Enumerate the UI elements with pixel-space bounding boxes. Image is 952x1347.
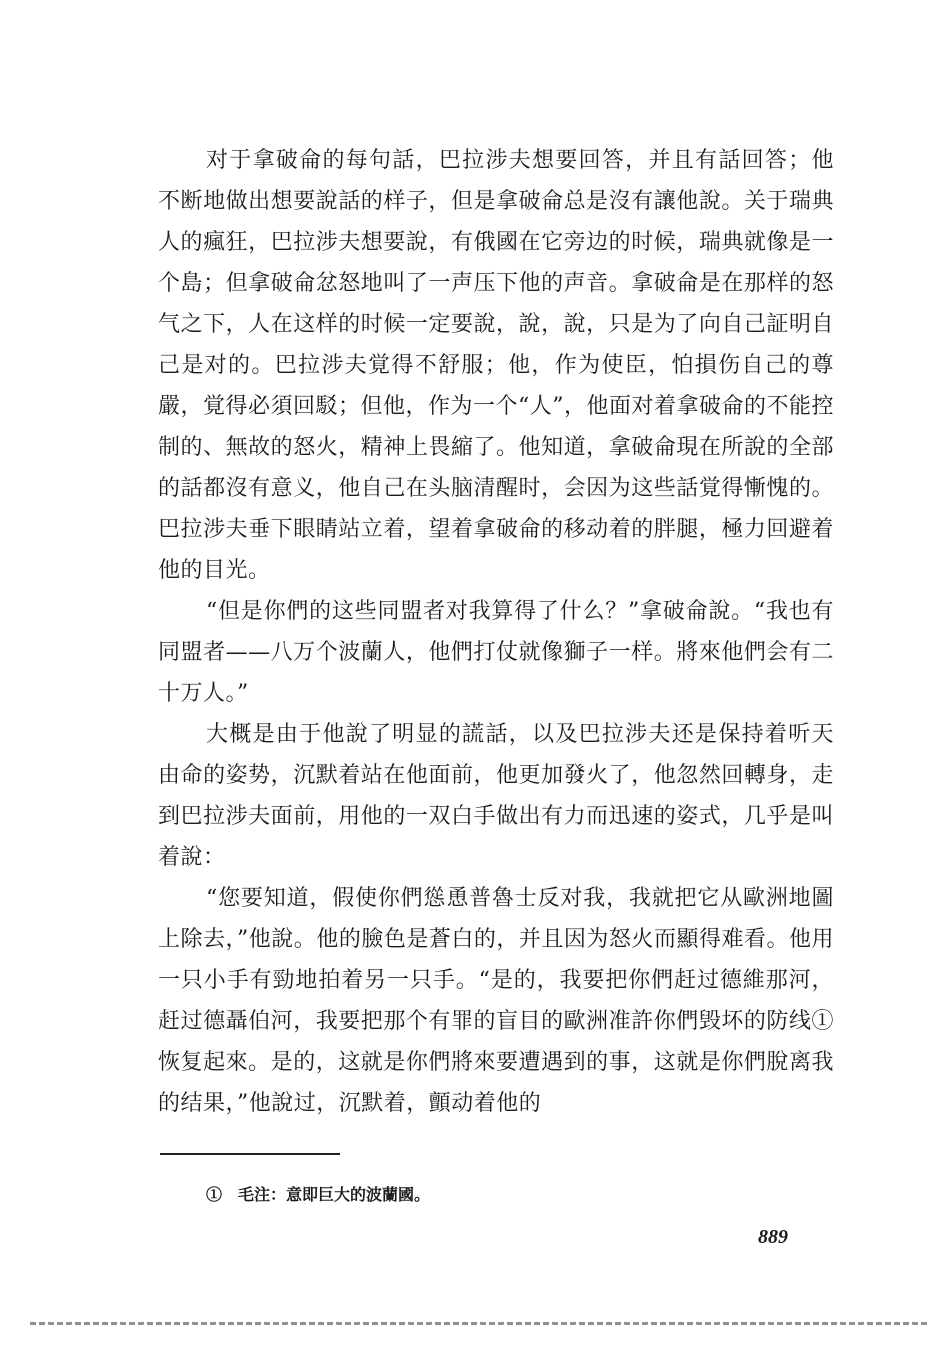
paragraph-2: “但是你們的这些同盟者对我算得了什么？”拿破侖說。“我也有同盟者——八万个波蘭人，他們打仗就像獅子一样。將來他們会有二十万人。” xyxy=(158,599,834,706)
paragraph-3: 大概是由于他說了明显的謊話，以及巴拉涉夫还是保持着听天由命的姿势，沉默着站在他面前，他更加發火了，他忽然回轉身，走到巴拉涉夫面前，用他的一双白手做出有力而迅速的姿式，几乎是叫着說： xyxy=(158,722,834,870)
page-number: 889 xyxy=(758,1226,788,1248)
body-text xyxy=(158,140,834,1124)
footnote-divider xyxy=(160,1153,340,1155)
paragraph-1: 对于拿破侖的每句話，巴拉涉夫想要回答，并且有話回答；他不断地做出想要說話的样子，但是拿破侖总是沒有讓他說。关于瑞典人的瘋狂，巴拉涉夫想要說，有俄國在它旁边的时候，瑞典就像是一个島；但拿破侖忿怒地叫了一声压下他的声音。拿破侖是在那样的怒气之下，人在这样的时候一定要說，說，說，只是为了向自己証明自己是对的。巴拉涉夫覚得不舒服；他，作为使臣，怕損伤自己的尊嚴，覚得必須回駁；但他，作为一个“人”，他面对着拿破侖的不能控制的、無故的怒火，精神上畏縮了。他知道，拿破侖現在所說的全部的話都沒有意义，他自己在头脑清醒时，会因为这些話覚得慚愧的。巴拉涉夫垂下眼睛站立着，望着拿破侖的移动着的胖腿，極力回避着他的目光。 xyxy=(158,148,834,583)
footnote: ① 毛注：意即巨大的波蘭國。 xyxy=(206,1185,431,1204)
paragraph-4: “您要知道，假使你們慫恿普魯士反对我，我就把它从歐洲地圖上除去，”他說。他的臉色是蒼白的，并且因为怒火而顯得难看。他用一只小手有勁地拍着另一只手。“是的，我要把你們赶过德維那河，赶过德聶伯河，我要把那个有罪的盲目的歐洲准許你們毁坏的防线① 恢复起來。是的，这就是你們將來要遭遇到的事，这就是你們脫离我的结果，”他說过，沉默着，顫动着他的 xyxy=(158,886,834,1116)
scan-edge-artifact xyxy=(30,1322,930,1325)
